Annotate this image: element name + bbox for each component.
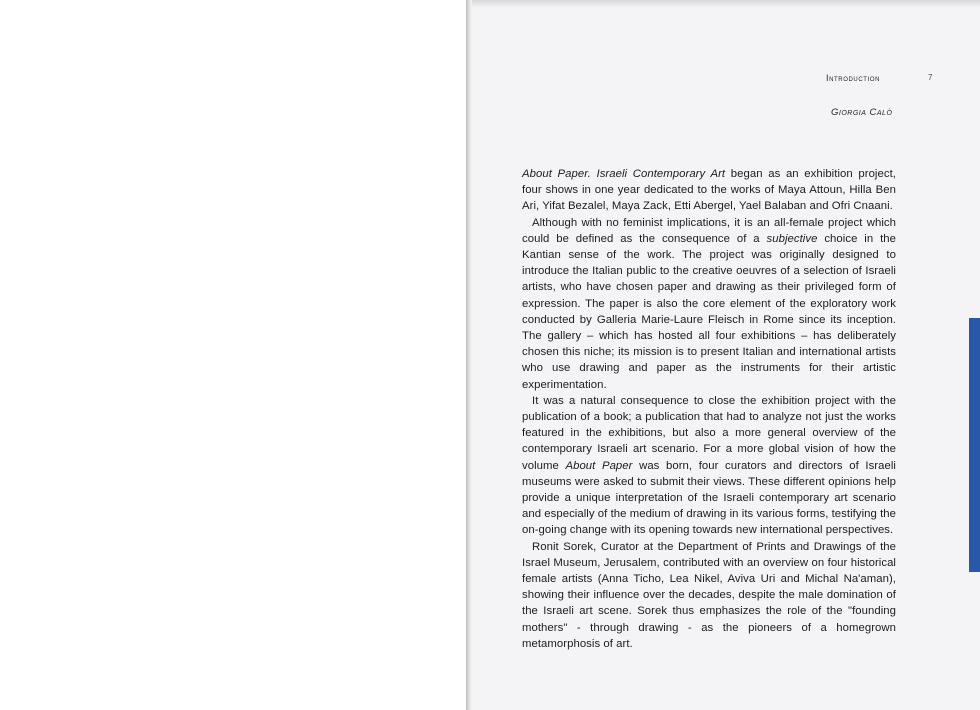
page-number: 7 — [928, 73, 933, 82]
running-head: Introduction — [826, 73, 881, 83]
body-text — [522, 166, 896, 652]
page-edge-color-tab — [969, 318, 980, 572]
page-top-shadow — [472, 0, 980, 8]
paragraph-2 — [522, 215, 896, 393]
paragraph-3-emphasis: About Paper — [565, 459, 633, 472]
author-name: Giorgia Calò — [831, 107, 893, 118]
paragraph-3-text-b: was born, four curators and directors of Israeli museums were asked to submit their views. These different opinions help provide a unique interpretation of the Israeli contemporary art scenario and especially of the medium of drawing in its various forms, testifying the on-going change with its opening towards new international perspectives. — [522, 459, 896, 537]
book-title-italic: About Paper. Israeli Contemporary Art — [522, 168, 726, 180]
paragraph-4: Ronit Sorek, Curator at the Department of Prints and Drawings of the Israel Museum, Jerusalem, contributed with an overview on four historical female artists (Anna Ticho, Lea Nikel, Aviva Uri and Michal Na'aman), showing their influence over the decades, despite the male domination of the Israeli art scene. Sorek thus emphasizes the role of the "founding mothers" - through drawing - as the pioneers of a homegrown metamorphosis of art. — [522, 540, 896, 650]
paragraph-2-text-a: Although with no feminist implications, it is an all-female project which could be defined as the consequence of a — [522, 216, 896, 245]
paragraph-1-text: began as an exhibition project, four shows in one year dedicated to the works of Maya Attoun, Hilla Ben Ari, Yifat Bezalel, Maya Zack, Etti Abergel, Yael Balaban and Ofri Cnaani. — [522, 168, 896, 213]
paragraph-3-text-a: It was a natural consequence to close the exhibition project with the publication of a book; a publication that had to analyze not just the works featured in the exhibitions, but also a more general overview of the contemporary Israeli art scenario. For a more global vision of how the volume — [522, 394, 896, 472]
paragraph-1 — [522, 166, 896, 215]
paragraph-3 — [522, 393, 896, 539]
left-page-blank — [0, 0, 466, 710]
paragraph-2-emphasis: subjective — [766, 232, 818, 245]
paragraph-2-text-b: choice in the Kantian sense of the work. The project was originally designed to introduce the Italian public to the creative oeuvres of a selection of Israeli artists, who have chosen paper and drawing as their privileged form of expression. The paper is also the core element of the exploratory work conducted by Galleria Marie-Laure Fleisch in Rome since its inception. The gallery – which has hosted all four exhibitions – has deliberately chosen this niche; its mission is to present Italian and international artists who use drawing and paper as the instruments for their artistic experimentation. — [522, 232, 896, 391]
